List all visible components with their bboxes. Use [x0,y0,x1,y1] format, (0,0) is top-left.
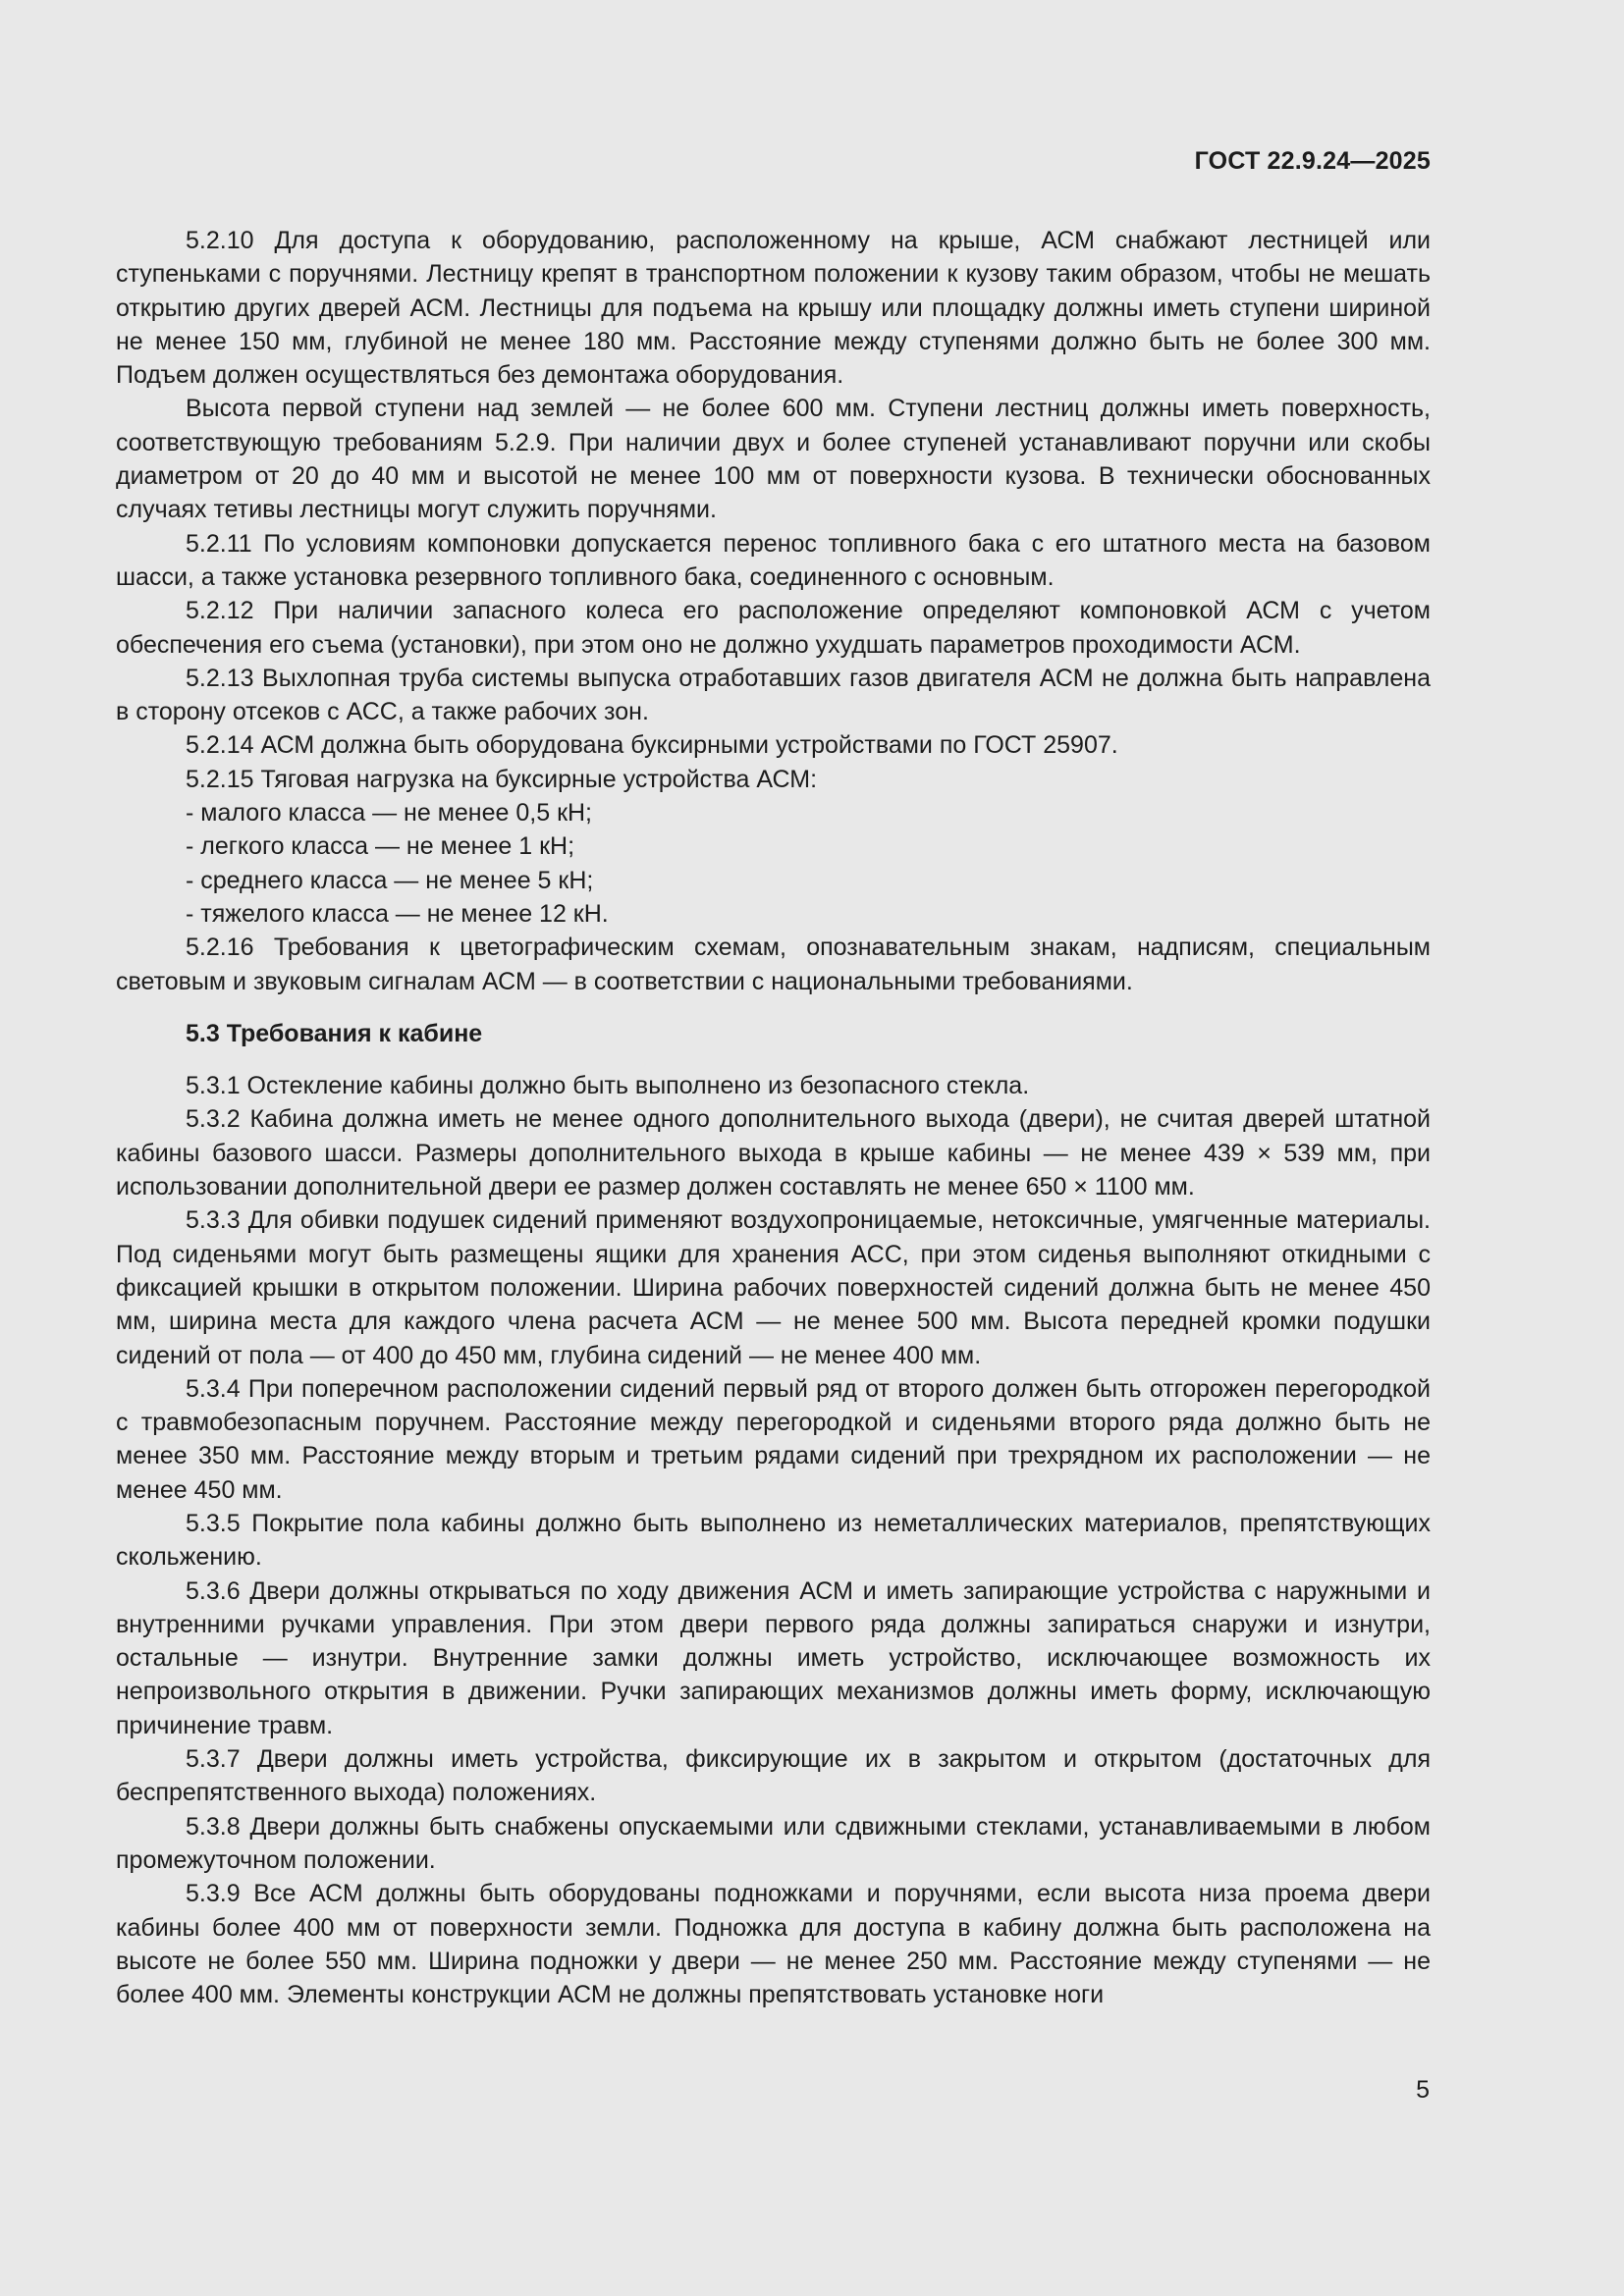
paragraph-5-2-11: 5.2.11 По условиям компоновки допускается перенос топливного бака с его штатного места на базовом шасси, а также установка резервного топливного бака, соединенного с основным. [116,529,1431,591]
list-item-medium-class: - среднего класса — не менее 5 кН; [186,866,594,894]
paragraph-5-2-10: 5.2.10 Для доступа к оборудованию, расположенному на крыше, АСМ снабжают лестницей или ступеньками с поручнями. Лестницу крепят в транспортном положении к кузову таким образом, чтобы не мешать открытию других дверей АСМ. Лестницы для подъема на крышу или площадку должны иметь ступени шириной не менее 150 мм, глубиной не менее 180 мм. Расстояние между ступенями должно быть не более 300 мм. Подъем должен осуществляться без демонтажа оборудования. [116,227,1431,390]
paragraph-5-3-7: 5.3.7 Двери должны иметь устройства, фиксирующие их в закрытом и открытом (достаточных для беспрепятственного выхода) положениях. [116,1745,1431,1807]
document-code-header: ГОСТ 22.9.24—2025 [1194,147,1431,175]
paragraph-5-2-14: 5.2.14 АСМ должна быть оборудована буксирными устройствами по ГОСТ 25907. [186,731,1118,760]
paragraph-5-2-16: 5.2.16 Требования к цветографическим схемам, опознавательным знакам, надписям, специальным световым и звуковым сигналам АСМ — в соответствии с национальными требованиями. [116,934,1431,995]
paragraph-5-3-4: 5.3.4 При поперечном расположении сидений первый ряд от второго должен быть отгорожен перегородкой с травмобезопасным поручнем. Расстояние между перегородкой и сиденьями второго ряда должно быть не менее 350 мм. Расстояние между вторым и третьим рядами сидений при трехрядном их расположении — не менее 450 мм. [116,1374,1431,1504]
paragraph-5-2-13: 5.2.13 Выхлопная труба системы выпуска отработавших газов двигателя АСМ не должна быть направлена в сторону отсеков с АСС, а также рабочих зон. [116,664,1431,726]
paragraph-5-2-10-continued: Высота первой ступени над землей — не более 600 мм. Ступени лестниц должны иметь поверхность, соответствующую требованиям 5.2.9. При наличии двух и более ступеней устанавливают поручни или скобы диаметром от 20 до 40 мм и высотой не менее 100 мм от поверхности кузова. В технически обоснованных случаях тетивы лестницы могут служить поручнями. [116,395,1431,524]
section-heading-5-3: 5.3 Требования к кабине [186,1019,483,1047]
paragraph-5-3-5: 5.3.5 Покрытие пола кабины должно быть выполнено из неметаллических материалов, препятствующих скольжению. [116,1509,1431,1572]
paragraph-5-3-6: 5.3.6 Двери должны открываться по ходу движения АСМ и иметь запирающие устройства с наружными и внутренними ручками управления. При этом двери первого ряда должны запираться снаружи и изнутри, остальные — изнутри. Внутренние замки должны иметь устройство, исключающее возможность их непроизвольного открытия в движении. Ручки запирающих механизмов должны иметь форму, исключающую причинение травм. [116,1576,1431,1739]
paragraph-5-3-8: 5.3.8 Двери должны быть снабжены опускаемыми или сдвижными стеклами, устанавливаемыми в любом промежуточном положении. [116,1812,1431,1874]
paragraph-5-3-1: 5.3.1 Остекление кабины должно быть выполнено из безопасного стекла. [186,1072,1030,1100]
page-body [116,224,1431,2011]
paragraph-5-3-3: 5.3.3 Для обивки подушек сидений применяют воздухопроницаемые, нетоксичные, умягченные материалы. Под сиденьями могут быть размещены ящики для хранения АСС, при этом сиденья выполняют откидными с фиксацией крышки в открытом положении. Ширина рабочих поверхностей сидений должна быть не менее 450 мм, ширина места для каждого члена расчета АСМ — не менее 500 мм. Высота передней кромки подушки сидений от пола — от 400 до 450 мм, глубина сидений — не менее 400 мм. [116,1206,1431,1369]
list-item-light-class: - легкого класса — не менее 1 кН; [186,832,575,861]
paragraph-5-3-9: 5.3.9 Все АСМ должны быть оборудованы подножками и поручнями, если высота низа проема двери кабины более 400 мм от поверхности земли. Подножка для доступа в кабину должна быть расположена на высоте не более 550 мм. Ширина подножки у двери — не менее 250 мм. Расстояние между ступенями — не более 400 мм. Элементы конструкции АСМ не должны препятствовать установке ноги [116,1880,1431,2009]
list-item-heavy-class: - тяжелого класса — не менее 12 кН. [186,899,609,928]
page-number: 5 [1416,2076,1430,2104]
paragraph-5-2-15: 5.2.15 Тяговая нагрузка на буксирные устройства АСМ: [186,765,818,793]
paragraph-5-3-2: 5.3.2 Кабина должна иметь не менее одного дополнительного выхода (двери), не считая дверей штатной кабины базового шасси. Размеры дополнительного выхода в крыше кабины — не менее 439 × 539 мм, при использовании дополнительной двери ее размер должен составлять не менее 650 × 1100 мм. [116,1105,1431,1201]
list-item-light-class-small: - малого класса — не менее 0,5 кН; [186,799,593,828]
paragraph-5-2-12: 5.2.12 При наличии запасного колеса его расположение определяют компоновкой АСМ с учетом обеспечения его съема (установки), при этом оно не должно ухудшать параметров проходимости АСМ. [116,597,1431,659]
